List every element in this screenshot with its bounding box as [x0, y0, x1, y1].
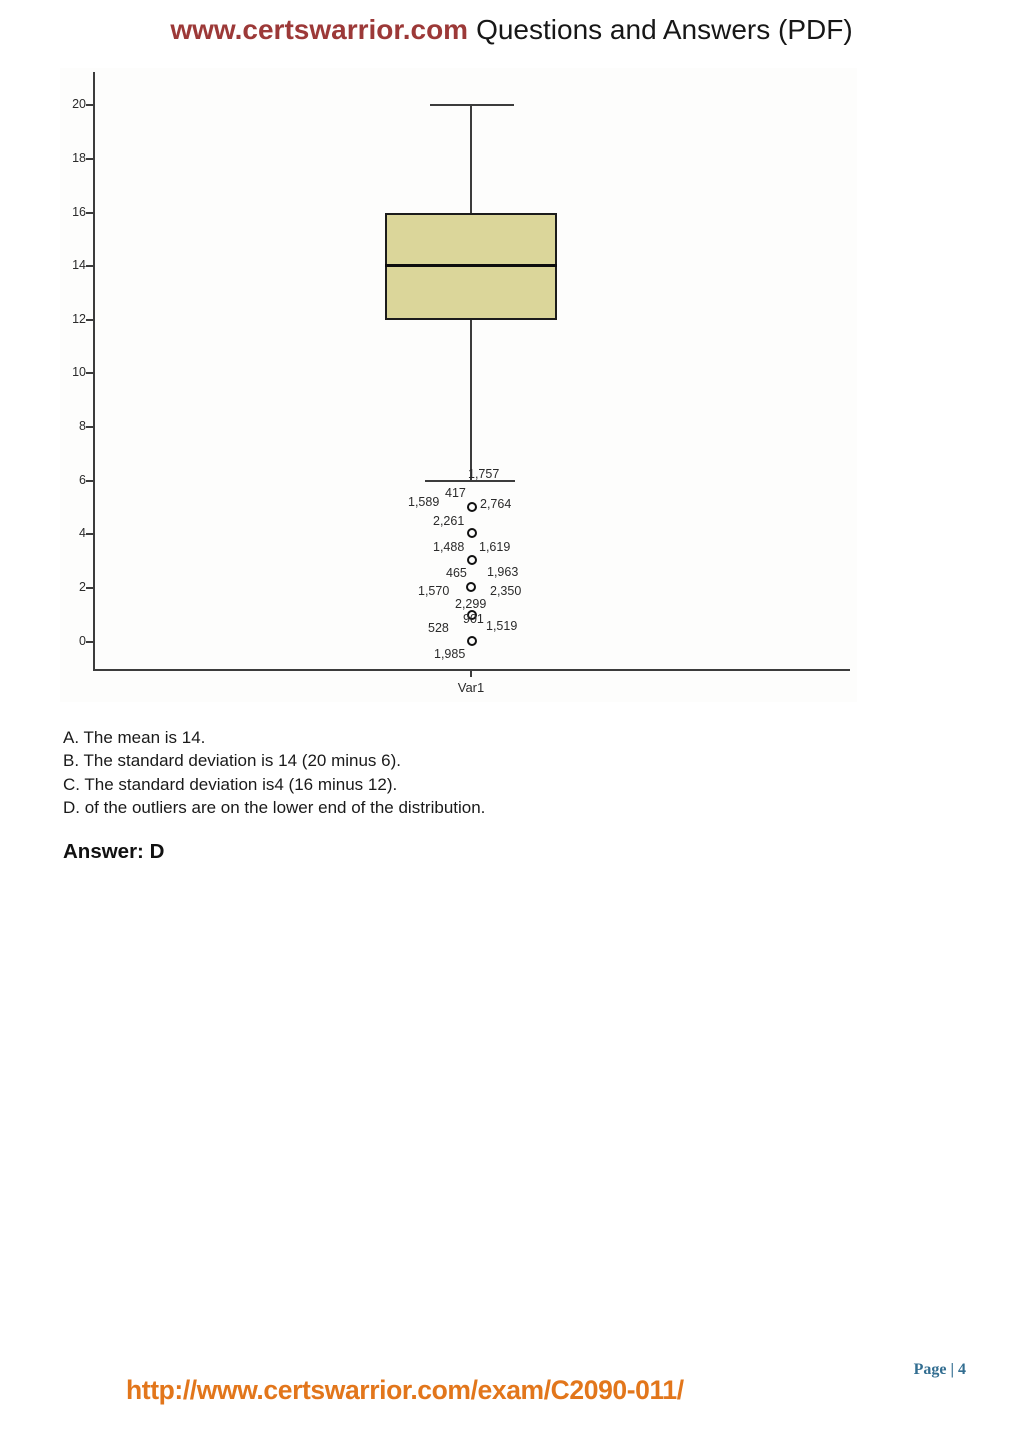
- y-tick: [86, 587, 93, 589]
- y-tick-label: 20: [72, 97, 86, 111]
- option-b: B. The standard deviation is 14 (20 minus 6).: [63, 751, 401, 771]
- outlier-label: 1,519: [486, 619, 518, 633]
- outlier-point: [467, 528, 477, 538]
- page-number: Page | 4: [913, 1361, 966, 1378]
- page-header: [0, 14, 1023, 46]
- median-line: [385, 264, 557, 267]
- y-tick: [86, 212, 93, 214]
- y-tick-label: 10: [72, 365, 86, 379]
- y-tick-label: 16: [72, 205, 86, 219]
- outlier-label: 2,299: [455, 597, 487, 611]
- upper-whisker-cap: [430, 104, 514, 106]
- header-title: Questions and Answers (PDF): [476, 14, 853, 45]
- outlier-label: 1,570: [418, 584, 450, 598]
- outlier-label: 528: [428, 621, 449, 635]
- outlier-label: 2,350: [490, 584, 522, 598]
- outlier-label: 1,985: [434, 647, 466, 661]
- y-tick-label: 2: [79, 580, 86, 594]
- outlier-point: [467, 636, 477, 646]
- option-d: D. of the outliers are on the lower end of the distribution.: [63, 798, 486, 818]
- outlier-label: 465: [446, 566, 467, 580]
- y-tick: [86, 265, 93, 267]
- outlier-point: [467, 555, 477, 565]
- option-c: C. The standard deviation is4 (16 minus 12).: [63, 774, 398, 794]
- y-tick: [86, 158, 93, 160]
- answer-text: Answer: D: [63, 840, 165, 863]
- outlier-label: 2,261: [433, 514, 465, 528]
- upper-whisker: [470, 105, 472, 213]
- lower-whisker: [470, 320, 472, 481]
- y-tick: [86, 641, 93, 643]
- outlier-label: 1,963: [487, 565, 519, 579]
- y-tick: [86, 372, 93, 374]
- y-tick-label: 18: [72, 151, 86, 165]
- boxplot-chart: [60, 68, 857, 702]
- y-tick: [86, 426, 93, 428]
- outlier-label: 417: [445, 486, 466, 500]
- y-tick-label: 12: [72, 312, 86, 326]
- y-tick-label: 0: [79, 634, 86, 648]
- outlier-point: [467, 502, 477, 512]
- y-tick: [86, 533, 93, 535]
- outlier-label: 1,619: [479, 540, 511, 554]
- x-tick: [470, 670, 472, 677]
- outlier-label: 2,764: [480, 497, 512, 511]
- option-a: A. The mean is 14.: [63, 728, 206, 747]
- outlier-label: 901: [463, 612, 484, 626]
- y-tick-label: 4: [79, 526, 86, 540]
- outlier-point: [466, 582, 476, 592]
- outlier-label: 1,589: [408, 495, 440, 509]
- footer-url-link[interactable]: http://www.certswarrior.com/exam/C2090-011/: [126, 1375, 684, 1405]
- outlier-label: 1,757: [468, 467, 500, 481]
- brand-text: www.certswarrior.com: [170, 14, 469, 45]
- y-tick-label: 6: [79, 473, 86, 487]
- y-tick-label: 8: [79, 419, 86, 433]
- y-tick: [86, 480, 93, 482]
- y-axis: [93, 72, 95, 670]
- y-tick: [86, 104, 93, 106]
- x-axis-label: Var1: [457, 680, 485, 695]
- outlier-label: 1,488: [433, 540, 465, 554]
- answer-options: [63, 726, 883, 820]
- y-tick: [86, 319, 93, 321]
- y-tick-label: 14: [72, 258, 86, 272]
